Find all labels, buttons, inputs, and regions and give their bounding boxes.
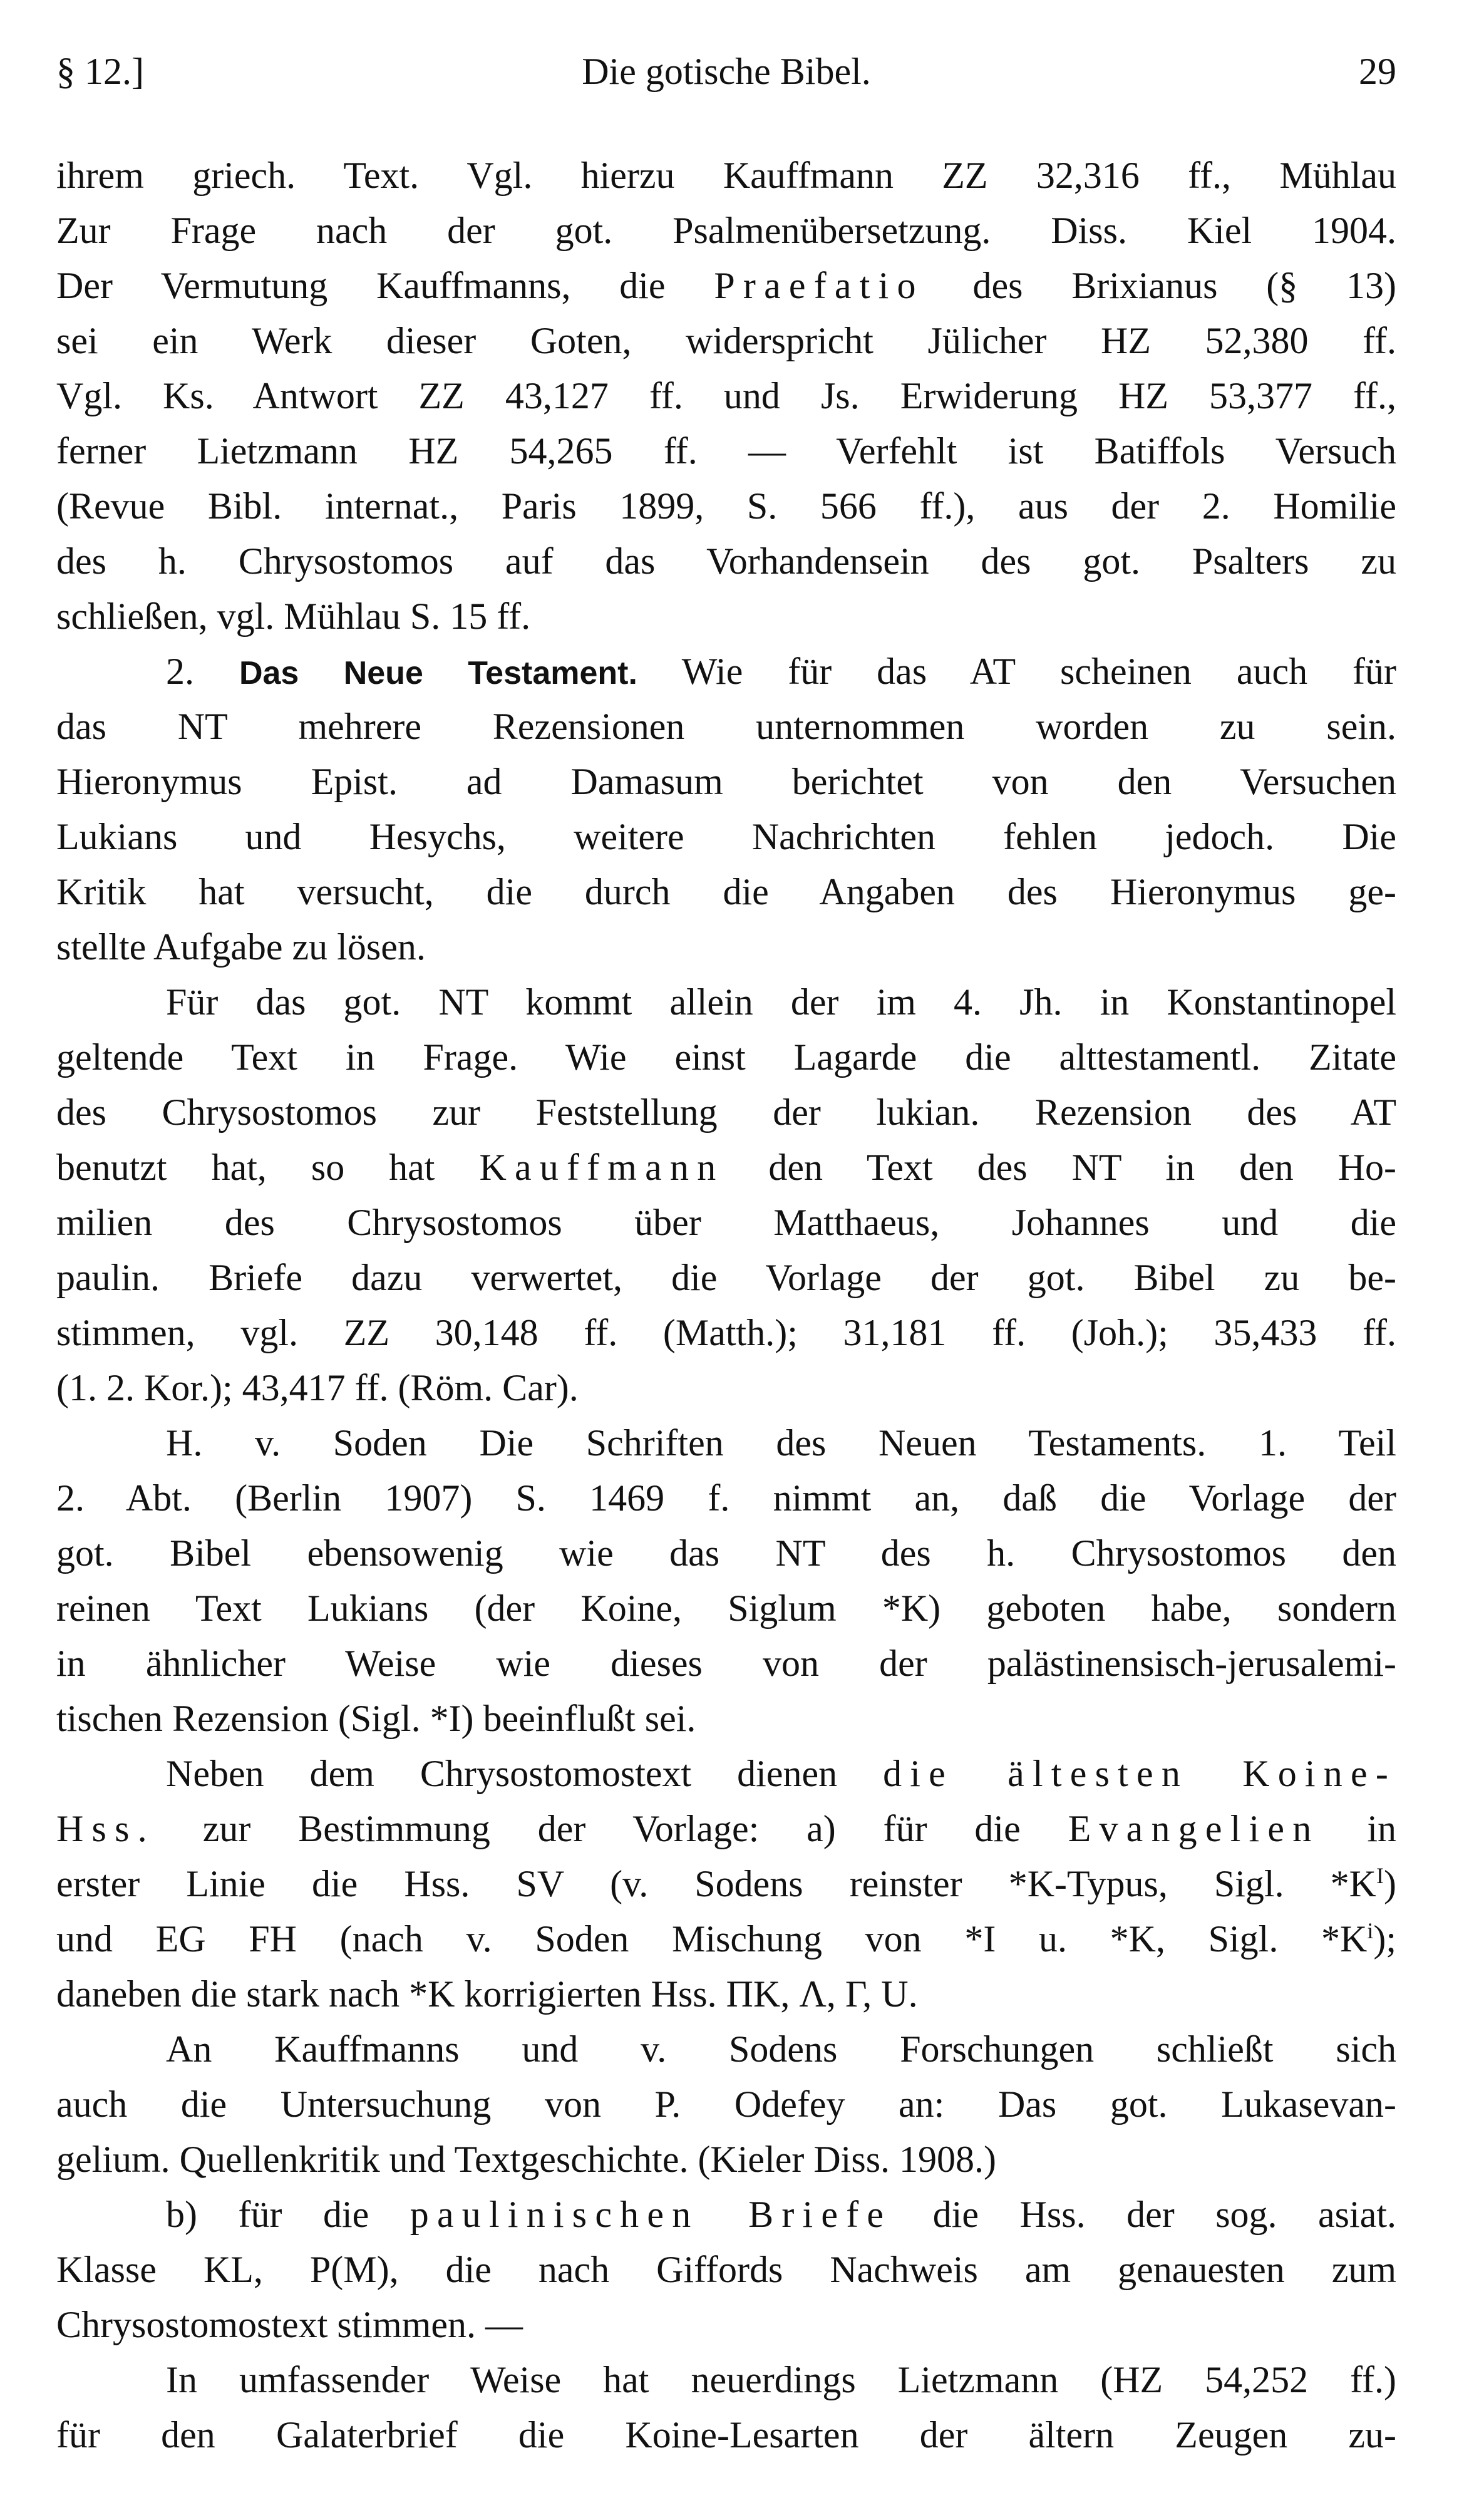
text-segment: sei ein Werk dieser Goten, widerspricht Jülicher HZ 52,380 ff. [56, 320, 1396, 361]
text-line [56, 313, 1396, 368]
text-segment: Lukians und Hesychs, weitere Nachrichten fehlen jedoch. Die [56, 816, 1396, 857]
text-segment: An Kauffmanns und v. Sodens Forschungen schließt sich [166, 2028, 1396, 2070]
text-segment: Zur Frage nach der got. Psalmenübersetzung. Diss. Kiel 1904. [56, 210, 1396, 251]
text-segment: Der Vermutung Kauffmanns, die [56, 265, 714, 306]
text-line [56, 1030, 1396, 1085]
section-number: § 12.] [56, 51, 144, 92]
text-line [56, 1801, 1396, 1856]
text-segment: Vgl. Ks. Antwort ZZ 43,127 ff. und Js. Erwiderung HZ 53,377 ff., [56, 375, 1396, 416]
text-line [56, 2352, 1396, 2407]
running-title: Die gotische Bibel. [582, 51, 871, 92]
superscript: I [1376, 1863, 1384, 1888]
text-segment: milien des Chrysostomos über Matthaeus, Johannes und die [56, 1202, 1396, 1243]
text-segment: zur Bestimmung der Vorlage: a) für die [155, 1808, 1068, 1849]
text-line [56, 1305, 1396, 1360]
text-line [56, 1470, 1396, 1526]
text-segment: paulin. Briefe dazu verwertet, die Vorlage der got. Bibel zu be- [56, 1257, 1396, 1298]
text-segment: Hieronymus Epist. ad Damasum berichtet von den Versuchen [56, 761, 1396, 802]
text-line [56, 2077, 1396, 2132]
text-segment: Klasse KL, P(M), die nach Giffords Nachweis am genauesten zum [56, 2249, 1396, 2290]
text-segment: das NT mehrere Rezensionen unternommen worden zu sein. [56, 706, 1396, 747]
text-line [56, 1360, 1396, 1415]
text-segment: des h. Chrysostomos auf das Vorhandensein des got. Psalters zu [56, 540, 1396, 582]
text-line [56, 1581, 1396, 1636]
text-line [56, 974, 1396, 1030]
text-line [56, 368, 1396, 423]
text-line [56, 2297, 1396, 2352]
text-segment: in [1319, 1808, 1396, 1849]
text-segment: gelium. Quellenkritik und Textgeschichte. (Kieler Diss. 1908.) [56, 2139, 997, 2180]
spaced-emphasis: Evangelien [1068, 1808, 1320, 1849]
text-line [56, 2407, 1396, 2462]
body-text [56, 148, 1396, 2462]
text-segment: für den Galaterbrief die Koine-Lesarten der ältern Zeugen zu- [56, 2414, 1396, 2456]
spaced-emphasis: Kauffmann [479, 1147, 724, 1188]
text-line [56, 754, 1396, 809]
text-segment: stellte Aufgabe zu lösen. [56, 926, 426, 968]
text-segment: den Text des NT in den Ho- [724, 1147, 1397, 1188]
text-segment: ferner Lietzmann HZ 54,265 ff. — Verfehlt ist Batiffols Versuch [56, 430, 1396, 472]
spaced-emphasis: Praefatio [714, 265, 924, 306]
text-segment: b) für die [166, 2194, 410, 2235]
text-line [56, 478, 1396, 534]
text-segment: reinen Text Lukians (der Koine, Siglum *K) geboten habe, sondern [56, 1588, 1396, 1629]
text-line [56, 1636, 1396, 1691]
text-segment: ihrem griech. Text. Vgl. hierzu Kauffmann ZZ 32,316 ff., Mühlau [56, 155, 1396, 196]
text-line [56, 919, 1396, 974]
text-segment: ); [1373, 1918, 1396, 1960]
text-segment: tischen Rezension (Sigl. *I) beeinflußt sei. [56, 1698, 696, 1739]
text-line [56, 1911, 1396, 1966]
text-line [56, 534, 1396, 589]
text-line [56, 2132, 1396, 2187]
text-segment: (Revue Bibl. internat., Paris 1899, S. 566 ff.), aus der 2. Homilie [56, 485, 1396, 527]
text-segment: auch die Untersuchung von P. Odefey an: Das got. Lukasevan- [56, 2084, 1396, 2125]
text-segment: benutzt hat, so hat [56, 1147, 480, 1188]
text-line [56, 1526, 1396, 1581]
text-segment: In umfassender Weise hat neuerdings Lietzmann (HZ 54,252 ff.) [166, 2359, 1396, 2400]
text-line [56, 258, 1396, 313]
superscript: i [1367, 1918, 1374, 1943]
text-segment: Kritik hat versucht, die durch die Angaben des Hieronymus ge- [56, 871, 1396, 912]
text-segment: und EG FH (nach v. Soden Mischung von *I u. *K, Sigl. *K [56, 1918, 1368, 1960]
text-line [56, 699, 1396, 754]
text-line [56, 1250, 1396, 1305]
text-line [56, 1085, 1396, 1140]
text-segment: 2. Abt. (Berlin 1907) S. 1469 f. nimmt an, daß die Vorlage der [56, 1477, 1396, 1519]
spaced-emphasis: Hss. [56, 1808, 155, 1849]
text-line [56, 644, 1396, 699]
text-line [56, 203, 1396, 258]
text-line [56, 589, 1396, 644]
text-segment: ) [1384, 1863, 1396, 1904]
page-number: 29 [1359, 51, 1396, 92]
text-segment: 2. [166, 651, 239, 692]
text-segment: Wie für das AT scheinen auch für [637, 651, 1397, 692]
text-line [56, 1195, 1396, 1250]
text-segment: Chrysostomostext stimmen. — [56, 2304, 523, 2345]
text-line [56, 1140, 1396, 1195]
text-line [56, 1966, 1396, 2022]
text-segment: geltende Text in Frage. Wie einst Lagarde die alttestamentl. Zitate [56, 1036, 1396, 1078]
text-segment: stimmen, vgl. ZZ 30,148 ff. (Matth.); 31,181 ff. (Joh.); 35,433 ff. [56, 1312, 1396, 1353]
text-segment: in ähnlicher Weise wie dieses von der palästinensisch-jerusalemi- [56, 1643, 1396, 1684]
text-segment: got. Bibel ebensowenig wie das NT des h. Chrysostomos den [56, 1532, 1396, 1574]
text-line [56, 2242, 1396, 2297]
text-segment: Neben dem Chrysostomostext dienen [166, 1753, 884, 1794]
text-segment: Für das got. NT kommt allein der im 4. Jh. in Konstantinopel [166, 981, 1396, 1023]
text-line [56, 1746, 1396, 1801]
text-line [56, 2022, 1396, 2077]
text-segment: des Chrysostomos zur Feststellung der lukian. Rezension des AT [56, 1092, 1396, 1133]
text-line [56, 809, 1396, 864]
text-line [56, 864, 1396, 919]
text-line [56, 423, 1396, 478]
text-line [56, 1856, 1396, 1911]
text-segment: schließen, vgl. Mühlau S. 15 ff. [56, 596, 531, 637]
text-segment: H. v. Soden Die Schriften des Neuen Testaments. 1. Teil [166, 1422, 1396, 1464]
text-line [56, 2187, 1396, 2242]
running-header [56, 50, 1396, 100]
text-segment: die Hss. der sog. asiat. [892, 2194, 1396, 2235]
bold-heading: Das Neue Testament. [239, 655, 637, 691]
spaced-emphasis: paulinischen Briefe [410, 2194, 892, 2235]
text-segment: des Brixianus (§ 13) [924, 265, 1397, 306]
text-line [56, 1691, 1396, 1746]
text-segment: erster Linie die Hss. SV (v. Sodens reinster *K-Typus, Sigl. *K [56, 1863, 1377, 1904]
text-segment: (1. 2. Kor.); 43,417 ff. (Röm. Car). [56, 1367, 579, 1408]
text-line [56, 1415, 1396, 1470]
text-segment: daneben die stark nach *K korrigierten Hss. ΠK, Λ, Γ, U. [56, 1973, 918, 2015]
text-line [56, 148, 1396, 203]
spaced-emphasis: die ältesten Koine- [883, 1753, 1397, 1794]
